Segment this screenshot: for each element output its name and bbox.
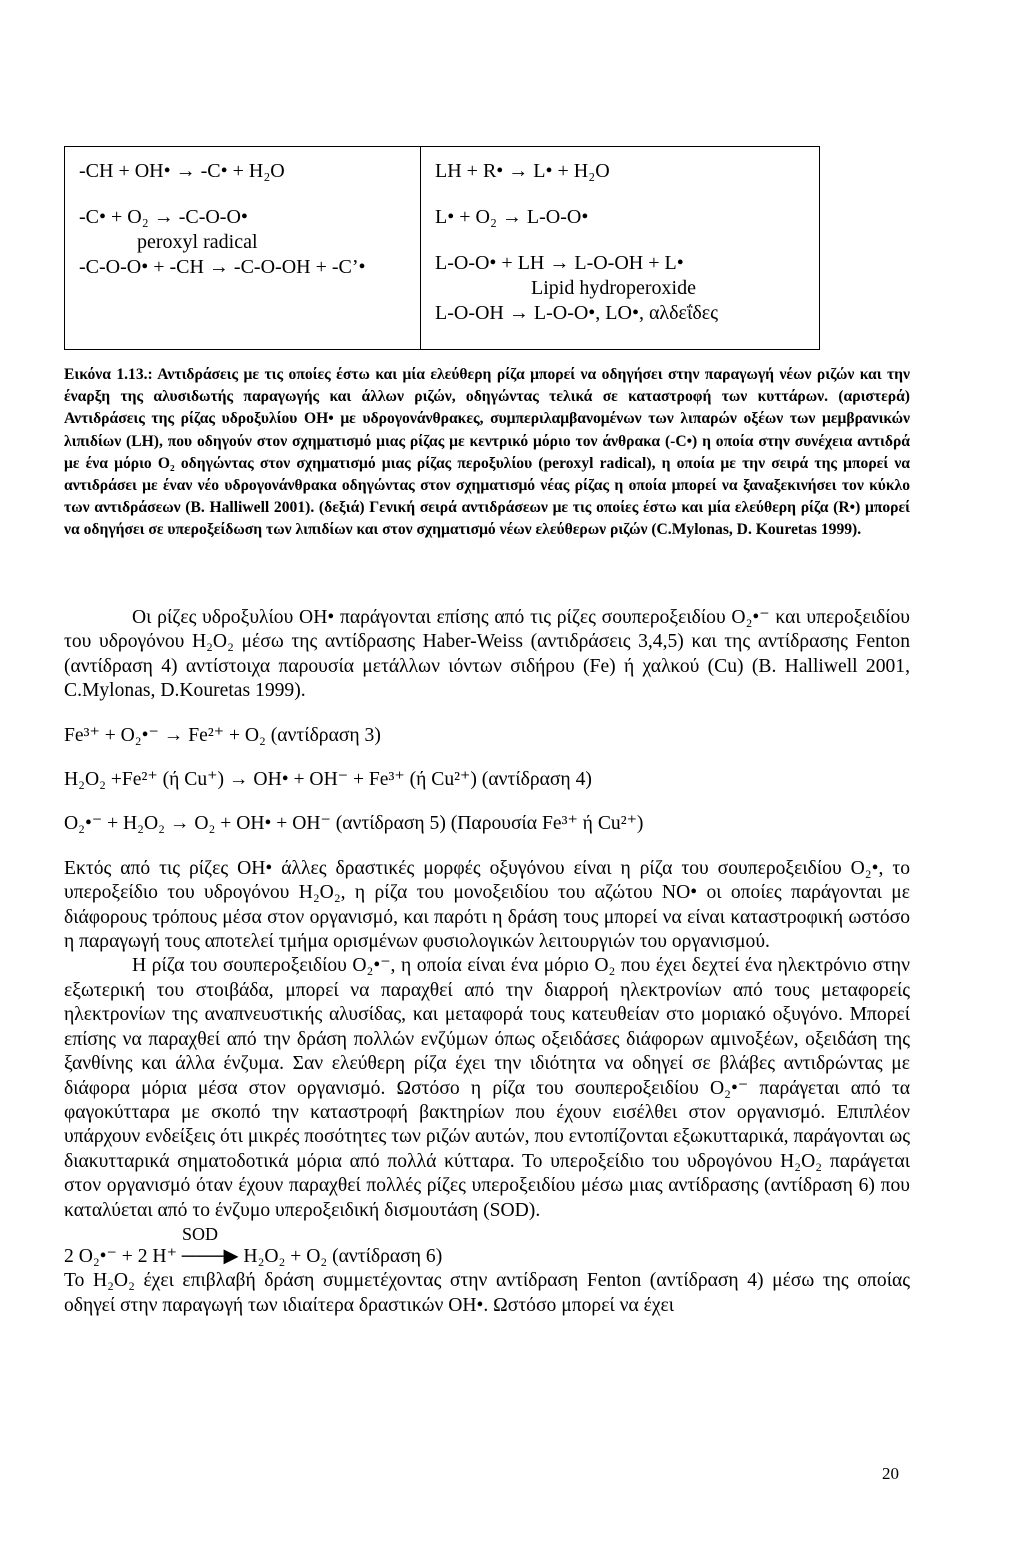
reaction-label: peroxyl radical (137, 231, 258, 253)
page-number: 20 (882, 1464, 899, 1483)
equation-3: Fe³⁺ + O₂•⁻ → Fe²⁺ + O₂ (αντίδραση 3) (64, 724, 381, 746)
reaction-line: LH + R• → L• + H₂O (435, 160, 610, 182)
reaction-gap (435, 230, 807, 251)
reaction-line: L• + O₂ → L-O-O• (435, 206, 589, 228)
equation-5: O₂•⁻ + H₂O₂ → O₂ + OH• + OH⁻ (αντίδραση 5) (Παρουσία Fe³⁺ ή Cu²⁺) (64, 813, 644, 835)
reaction-line: -C-O-O• + -CH → -C-O-OH + -C’• (79, 256, 366, 278)
reaction-label: Lipid hydroperoxide (531, 277, 696, 299)
reaction-table (64, 146, 820, 350)
sod-label: SOD (182, 1223, 219, 1244)
equation-4: H₂O₂ +Fe²⁺ (ή Cu⁺) → OH• + OH⁻ + Fe³⁺ (ή Cu²⁺) (αντίδραση 4) (64, 769, 592, 791)
reaction-line: L-O-OH → L-O-O•, LO•, αλδεΐδες (435, 302, 719, 324)
reaction-gap (79, 184, 408, 205)
paragraph-2: Εκτός από τις ρίζες OH• άλλες δραστικές μορφές οξυγόνου είναι η ρίζα του σουπεροξειδίου O₂•, το υπεροξείδιο του υδρογόνου H₂O₂, η ρίζα του μονοξειδίου του αζώτου NO• οι οποίες παράγονται με διάφορους τρόπους μέσα στον οργανισμό, και παρότι η δράση τους μπορεί να είναι καταστροφική ωστόσο η παραγωγή τους αποτελεί τμήμα ορισμένων φυσιολογικών λειτουργιών του οργανισμού. (64, 857, 910, 953)
equation-6: 2 O₂•⁻ + 2 H⁺ ───▶ H₂O₂ + O₂ (αντίδραση 6) (64, 1245, 443, 1267)
paragraph-3: Η ρίζα του σουπεροξειδίου O₂•⁻, η οποία είναι ένα μόριο O₂ που έχει δεχτεί ένα ηλεκτρόνιο στην εξωτερική του στοιβάδα, μπορεί να παραχθεί από την διαρροή ηλεκτρονίων από τους μεταφορείς ηλεκτρονίων της αναπνευστικής αλυσίδας, και μεταφορά τους κατευθείαν στο μοριακό οξυγόνο. Μπορεί επίσης να παραχθεί από την δράση πολλών ενζύμων όπως οξειδάσες διάφορων αμινοξέων, οξειδάση της ξανθίνης και άλλα ένζυμα. Σαν ελεύθερη ρίζα έχει την ιδιότητα να οδηγεί σε βλάβες αντιδρώντας με διάφορα μόρια μέσα στον οργανισμό. Ωστόσο η ρίζα του σουπεροξειδίου O₂•⁻ παράγεται από τα φαγοκύτταρα με σκοπό την καταστροφή βακτηρίων που έχουν εισέλθει στον οργανισμό. Επιπλέον υπάρχουν ενδείξεις ότι μικρές ποσότητες των ριζών αυτών, που εντοπίζονται εξωκυτταρικά, παράγονται ως διακυτταρικά σηματοδοτικά μόρια από πολλά κύτταρα. Το υπεροξείδιο του υδρογόνου H₂O₂ παράγεται στον οργανισμό όταν έχουν παραχθεί πολλές ρίζες υπεροξειδίου μέσω μιας αντίδρασης (αντίδραση 6) που καταλύεται από το ένζυμο υπεροξειδική δισμουτάση (SOD). (64, 955, 910, 1221)
reaction-line: L-O-O• + LH → L-O-OH + L• (435, 252, 684, 274)
reaction-column-right (421, 147, 819, 349)
figure-caption (64, 364, 910, 542)
reaction-line: -C• + O₂ → -C-O-O• (79, 206, 248, 228)
body-text (64, 606, 910, 1318)
paragraph-1: Οι ρίζες υδροξυλίου OH• παράγονται επίσης από τις ρίζες σουπεροξειδίου O₂•⁻ και υπεροξειδίου του υδρογόνου H₂O₂ μέσω της αντίδρασης Haber-Weiss (αντιδράσεις 3,4,5) και της αντίδρασης Fenton (αντίδραση 4) αντίστοιχα παρουσία μετάλλων ιόντων σιδήρου (Fe) ή χαλκού (Cu) (B. Halliwell 2001, C.Mylonas, D.Kouretas 1999). (64, 607, 910, 702)
paragraph-4: Το H₂O₂ έχει επιβλαβή δράση συμμετέχοντας στην αντίδραση Fenton (αντίδραση 4) μέσω της οποίας οδηγεί στην παραγωγή των ιδιαίτερα δραστικών OH•. Ωστόσο μπορεί να έχει (64, 1270, 910, 1316)
reaction-gap (435, 184, 807, 205)
caption-text: Εικόνα 1.13.: Αντιδράσεις με τις οποίες έστω και μία ελεύθερη ρίζα μπορεί να οδηγήσει στην παραγωγή νέων ριζών και την έναρξη της αλυσιδωτής παραγωγής και άλλων ριζών, οδηγώντας τελικά σε καταστροφή των κυττάρων. (αριστερά) Αντιδράσεις της ρίζας υδροξυλίου OH• με υδρογονάνθρακες, συμπεριλαμβανομένων των λιπαρών οξέων των μεμβρανικών λιπιδίων (LH), που οδηγούν στον σχηματισμό μιας ρίζας με κεντρικό μόριο τον άνθρακα (-C•) η οποία στην συνέχεια αντιδρά με ένα μόριο O₂ οδηγώντας στον σχηματισμό μιας ρίζας περοξυλίου (peroxyl radical), η οποία με την σειρά της μπορεί να αντιδράσει με έναν νέο υδρογονάνθρακα οδηγώντας στον σχηματισμό νέας ρίζας η οποία μπορεί να ξαναξεκινήσει τον κύκλο των αντιδράσεων (B. Halliwell 2001). (δεξιά) Γενική σειρά αντιδράσεων με τις οποίες έστω και μία ελεύθερη ρίζα (R•) μπορεί να οδηγήσει σε υπεροξείδωση των λιπιδίων και στον σχηματισμό νέων ελεύθερων ριζών (C.Mylonas, D. Kouretas 1999). (64, 366, 910, 539)
reaction-column-left (65, 147, 421, 349)
reaction-line: -CH + OH• → -C• + H₂O (79, 160, 285, 182)
